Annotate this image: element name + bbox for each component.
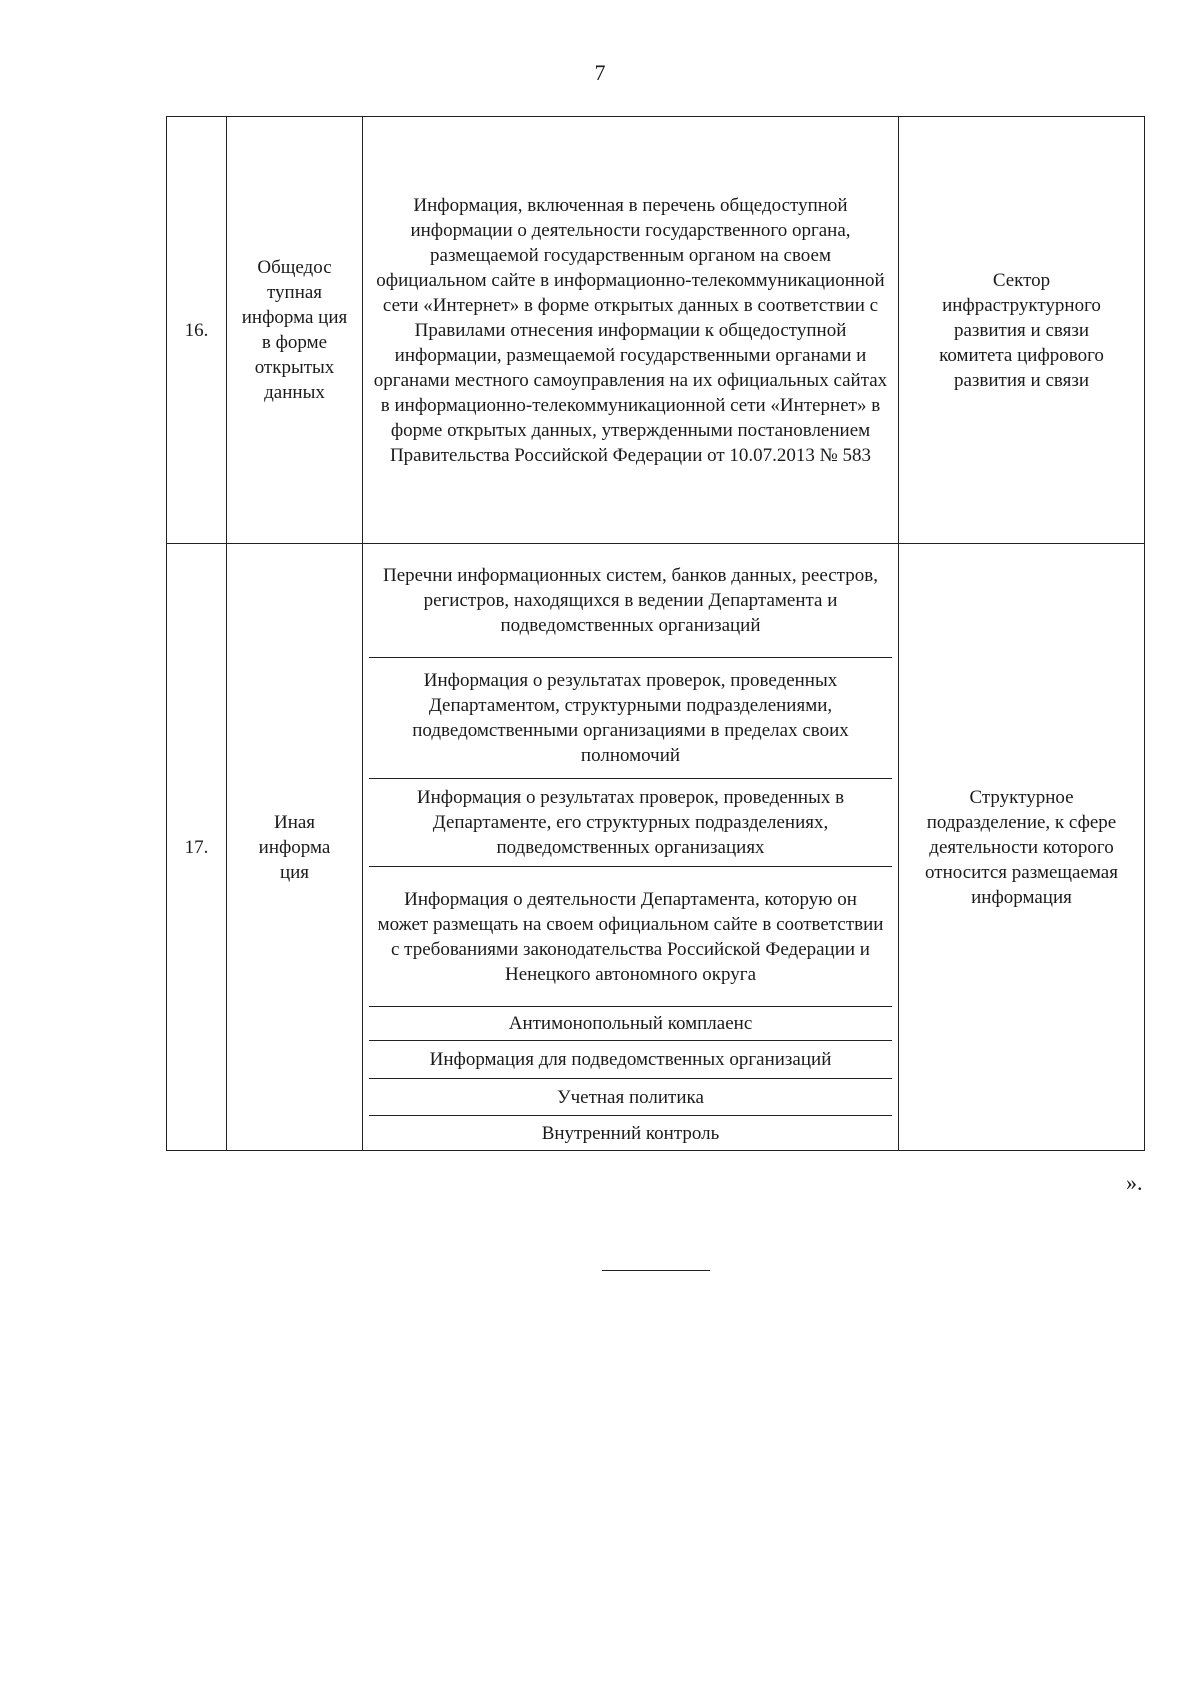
- list-item: Перечни информационных систем, банков данных, реестров, регистров, находящихся в ведении Департамента и подведомственных организаций: [369, 544, 892, 658]
- information-table: [166, 116, 1145, 1151]
- table-row: [167, 544, 1145, 1151]
- table-row: [167, 117, 1145, 544]
- row-description-list: [363, 544, 899, 1151]
- end-divider: [602, 1270, 710, 1271]
- row-responsible: Структурное подразделение, к сфере деятельности которого относится размещаемая информация: [899, 544, 1145, 1151]
- list-item: Информация о деятельности Департамента, которую он может размещать на своем официальном сайте в соответствии с требованиями законодательства Российской Федерации и Ненецкого автономного округа: [369, 867, 892, 1007]
- list-item: Информация о результатах проверок, проведенных в Департаменте, его структурных подразделениях, подведомственных организациях: [369, 779, 892, 867]
- row-description: Информация, включенная в перечень общедоступной информации о деятельности государственного органа, размещаемой государственным органом на своем официальном сайте в информационно-телекоммуникационной сети «Интернет» в форме открытых данных в соответствии с Правилами отнесения информации к общедоступной информации, размещаемой государственными органами и органами местного самоуправления на их официальных сайтах в информационно-телекоммуникационной сети «Интернет» в форме открытых данных, утвержденными постановлением Правительства Российской Федерации от 10.07.2013 № 583: [363, 117, 899, 544]
- list-item: Учетная политика: [369, 1079, 892, 1116]
- row-category: Иная информа ция: [227, 544, 363, 1151]
- page-number: 7: [594, 60, 606, 85]
- closing-quote-mark: ».: [1126, 1170, 1143, 1195]
- row-category: Общедос тупная информа ция в форме открытых данных: [227, 117, 363, 544]
- row-number: 17.: [167, 544, 227, 1151]
- list-item: Антимонопольный комплаенс: [369, 1007, 892, 1041]
- list-item: Информация о результатах проверок, проведенных Департаментом, структурными подразделениями, подведомственными организациями в пределах своих полномочий: [369, 658, 892, 779]
- list-item: Информация для подведомственных организаций: [369, 1041, 892, 1079]
- row-number: 16.: [167, 117, 227, 544]
- list-item: Внутренний контроль: [541, 1122, 720, 1144]
- row-responsible: Сектор инфраструктурного развития и связи комитета цифрового развития и связи: [899, 117, 1145, 544]
